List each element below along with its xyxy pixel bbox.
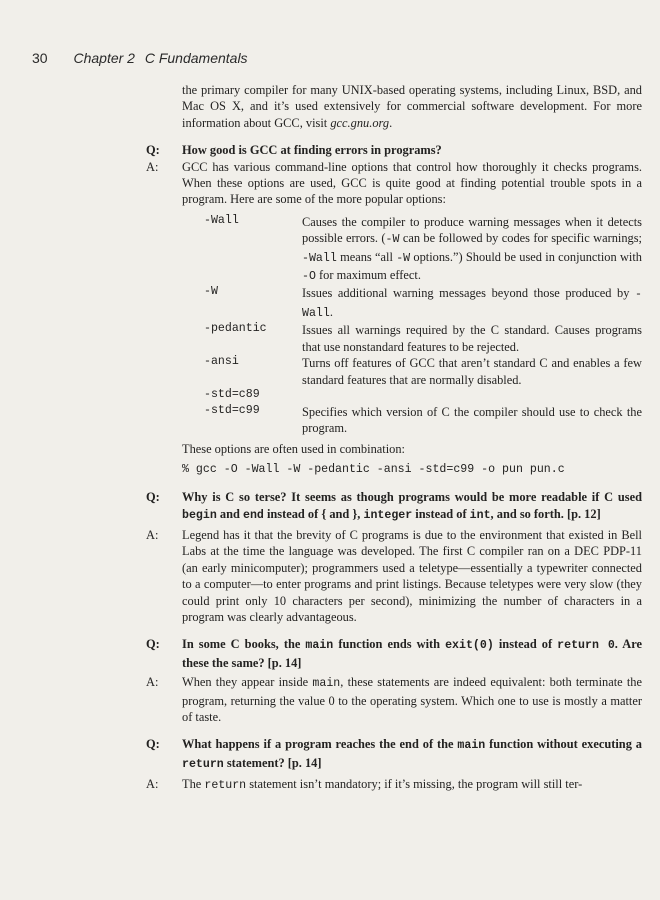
option-flag: -std=c99: [204, 403, 260, 417]
question-text: How good is GCC at finding errors in programs?: [182, 143, 442, 158]
a-marker: A:: [146, 159, 159, 174]
answer-text: When they appear inside main, these statements are indeed equivalent: both terminate the program, returning the value 0 to the operating system. Which one to use is mostly a matter of taste.: [182, 675, 643, 724]
option-wall: [204, 214, 642, 286]
option-pedantic: [204, 322, 642, 355]
question-2: [146, 489, 642, 524]
chapter-label: Chapter 2: [73, 50, 135, 66]
main-text-column: [146, 82, 643, 795]
answer-1: [146, 159, 642, 479]
question-text: Why is C so terse? It seems as though programs would be more readable if C used begin and end instead of { and }, integer instead of int, and so forth. [p. 12]: [182, 490, 642, 522]
gcc-options-list: [204, 214, 642, 437]
a-marker: A:: [146, 675, 159, 690]
q-marker: Q:: [146, 143, 160, 158]
option-flag: -std=c89: [204, 387, 260, 401]
question-text: In some C books, the main function ends with exit(0) instead of return 0. Are these the same? [p. 14]: [182, 637, 642, 670]
a-marker: A:: [146, 777, 159, 792]
q-marker: Q:: [146, 637, 160, 652]
option-description: Issues all warnings required by the C standard. Causes programs that use nonstandard features to be rejected.: [302, 323, 642, 354]
answer-text: The return statement isn’t mandatory; if it’s missing, the program will still ter-: [182, 777, 583, 793]
option-ansi: [204, 355, 642, 388]
option-std-c89: [204, 388, 642, 401]
answer-2: [146, 527, 642, 625]
gcc-url: gcc.gnu.org: [330, 115, 390, 130]
answer-4: [146, 776, 642, 794]
answer-3: [146, 674, 643, 725]
option-flag: -pedantic: [204, 322, 267, 336]
q-marker: Q:: [146, 737, 160, 752]
question-4: [146, 736, 642, 773]
option-description: Issues additional warning messages beyond those produced by -Wall.: [302, 286, 642, 320]
running-header: [32, 50, 248, 66]
option-flag: -Wall: [204, 213, 239, 227]
answer-text: Legend has it that the brevity of C programs is due to the environment that existed in Bell Labs at the time the language was developed. The first C compiler ran on a DEC PDP-11 (an early minicomputer); programmers used a teletype—essentially a typewriter connected to a computer—to enter programs and print listings. Because teletypes were very slow (they could print only 10 characters per second), minimizing the number of characters in a program was clearly advantageous.: [182, 527, 642, 624]
option-flag: -ansi: [204, 355, 239, 369]
intro-paragraph: the primary compiler for many UNIX-based operating systems, including Linux, BSD, and Mac OS X, and it’s used extensively for commercial software development. For more information about GCC, visit gcc.gnu.org.: [182, 83, 642, 130]
option-std-c99: [204, 401, 642, 437]
gcc-command-example: % gcc -O -Wall -W -pedantic -ansi -std=c99 -o pun pun.c: [182, 463, 565, 477]
page-number: 30: [32, 50, 48, 66]
option-w: [204, 285, 642, 322]
answer-text: GCC has various command-line options that control how thoroughly it checks programs. When these options are used, GCC is quite good at finding potential trouble spots in a program. Here are some of the more popular options:: [182, 159, 642, 207]
option-description: Turns off features of GCC that aren’t standard C and enables a few standard features that are normally disabled.: [302, 356, 642, 387]
q-marker: Q:: [146, 490, 160, 505]
option-description: Causes the compiler to produce warning messages when it detects possible errors. (-W can be followed by codes for specific warnings; -Wall means “all -W options.”) Should be used in conjunction with -O for maximum effect.: [302, 214, 642, 284]
combination-text: These options are often used in combination:: [182, 441, 405, 456]
chapter-title: C Fundamentals: [144, 50, 248, 66]
a-marker: A:: [146, 527, 159, 542]
question-text: What happens if a program reaches the end of the main function without executing a return statement? [p. 14]: [182, 737, 642, 771]
question-3: [146, 636, 642, 671]
option-description: [302, 388, 642, 401]
question-1: [146, 142, 642, 158]
option-flag: -W: [204, 285, 218, 299]
option-description: Specifies which version of C the compiler should use to check the program.: [302, 404, 642, 436]
